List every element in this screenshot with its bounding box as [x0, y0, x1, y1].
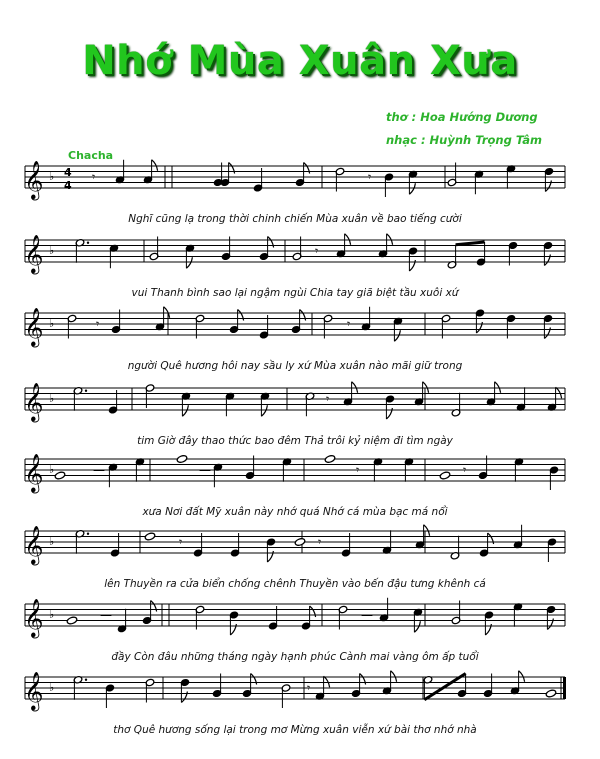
- poet-credit: thơ : Hoa Hướng Dương: [386, 110, 538, 124]
- rest: 𝄾: [368, 170, 372, 184]
- tempo-style-label: Chacha: [68, 149, 114, 162]
- eighth-flag: [152, 160, 158, 171]
- dot: [85, 679, 87, 681]
- whole-note: [324, 454, 335, 463]
- rest: 𝄾: [356, 463, 360, 477]
- staff-system: [24, 453, 565, 518]
- rest: —: [100, 608, 112, 622]
- eighth-flag: [409, 183, 415, 194]
- rest: 𝄾: [315, 244, 319, 258]
- lyric-line: lên Thuyền ra cửa biển chống chênh Thuyền vào bến đậu tưng khênh cá: [104, 578, 486, 590]
- eighth-flag: [164, 307, 170, 318]
- eighth-flag: [423, 382, 429, 393]
- time-signature-bottom: 4: [64, 179, 72, 192]
- key-signature-flat: ♭: [49, 535, 55, 548]
- key-signature-flat: ♭: [49, 392, 55, 405]
- treble-clef: 𝄞: [24, 307, 44, 346]
- lyric-line: thơ Quê hương sống lại trong mơ Mừng xuân viễn xứ bài thơ nhớ nhà: [113, 724, 477, 736]
- treble-clef: 𝄞: [24, 453, 44, 492]
- whole-note: [176, 454, 187, 463]
- whole-note: [66, 616, 77, 625]
- eighth-flag: [261, 405, 267, 416]
- lyric-line: xưa Nơi đất Mỹ xuân này nhớ quá Nhớ cá mùa bạc má nổi: [142, 506, 448, 518]
- rest: 𝄾: [307, 681, 311, 695]
- eighth-flag: [519, 671, 525, 682]
- staff-system: [24, 382, 565, 447]
- staff-system: [24, 525, 565, 590]
- treble-clef: 𝄞: [24, 525, 44, 564]
- eighth-flag: [182, 405, 188, 416]
- time-signature-top: 4: [64, 166, 72, 179]
- song-title: Nhớ Mùa Xuân Xưa: [82, 38, 518, 84]
- key-signature-flat: ♭: [49, 317, 55, 330]
- eighth-flag: [394, 330, 400, 341]
- eighth-flag: [391, 671, 397, 682]
- staff-system: [24, 598, 565, 663]
- whole-note: [545, 689, 556, 698]
- key-signature-flat: ♭: [49, 244, 55, 257]
- lyric-line: Nghĩ cũng lạ trong thời chinh chiến Mùa xuân về bao tiếng cười: [128, 213, 462, 225]
- staff-system: [24, 234, 565, 299]
- lyric-line: tim Giờ đây thao thức bao đêm Thả trôi kỷ niệm đi tìm ngày: [137, 435, 453, 447]
- dot: [87, 242, 89, 244]
- staff-system: [24, 307, 565, 372]
- treble-clef: 𝄞: [24, 671, 44, 710]
- rest: 𝄾: [347, 317, 351, 331]
- eighth-flag: [556, 387, 562, 398]
- dot: [85, 390, 87, 392]
- whole-note: [294, 537, 305, 546]
- note-beam: [456, 242, 485, 245]
- lyric-line: đầy Còn đâu những tháng ngày hạnh phúc Cành mai vàng ôm ấp tuổi: [111, 651, 479, 663]
- whole-note: [439, 471, 450, 480]
- treble-clef: 𝄞: [24, 382, 44, 421]
- key-signature-flat: ♭: [49, 608, 55, 621]
- rest: 𝄾: [92, 170, 96, 184]
- dot: [87, 533, 89, 535]
- eighth-flag: [414, 621, 420, 632]
- composer-credit: nhạc : Huỳnh Trọng Tâm: [386, 133, 543, 147]
- rest: 𝄾: [96, 317, 100, 331]
- treble-clef: 𝄞: [24, 160, 44, 199]
- key-signature-flat: ♭: [49, 463, 55, 476]
- rest: —: [361, 608, 373, 622]
- treble-clef: 𝄞: [24, 234, 44, 273]
- rest: 𝄾: [179, 535, 183, 549]
- rest: 𝄾: [326, 392, 330, 406]
- eighth-flag: [186, 257, 192, 268]
- staff-system: [24, 160, 565, 225]
- rest: —: [93, 463, 105, 477]
- eighth-flag: [387, 234, 393, 245]
- rest: 𝄾: [463, 463, 467, 477]
- lyric-line: người Quê hương hôi nay sầu ly xứ Mùa xuân nào mãi giữ trong: [127, 360, 463, 372]
- staff-system: [24, 671, 566, 736]
- eighth-flag: [345, 234, 351, 245]
- final-barline-thick: [563, 677, 566, 699]
- key-signature-flat: ♭: [49, 681, 55, 694]
- eighth-flag: [324, 676, 330, 687]
- lyric-line: vui Thanh bình sao lại ngậm ngùi Chia tay giã biệt tầu xuôi xứ: [131, 287, 459, 299]
- rest: 𝄾: [318, 535, 322, 549]
- eighth-flag: [352, 382, 358, 393]
- rest: —: [199, 463, 211, 477]
- treble-clef: 𝄞: [24, 598, 44, 637]
- eighth-flag: [495, 382, 501, 393]
- whole-note: [54, 471, 65, 480]
- whole-note: [144, 532, 155, 541]
- key-signature-flat: ♭: [49, 170, 55, 183]
